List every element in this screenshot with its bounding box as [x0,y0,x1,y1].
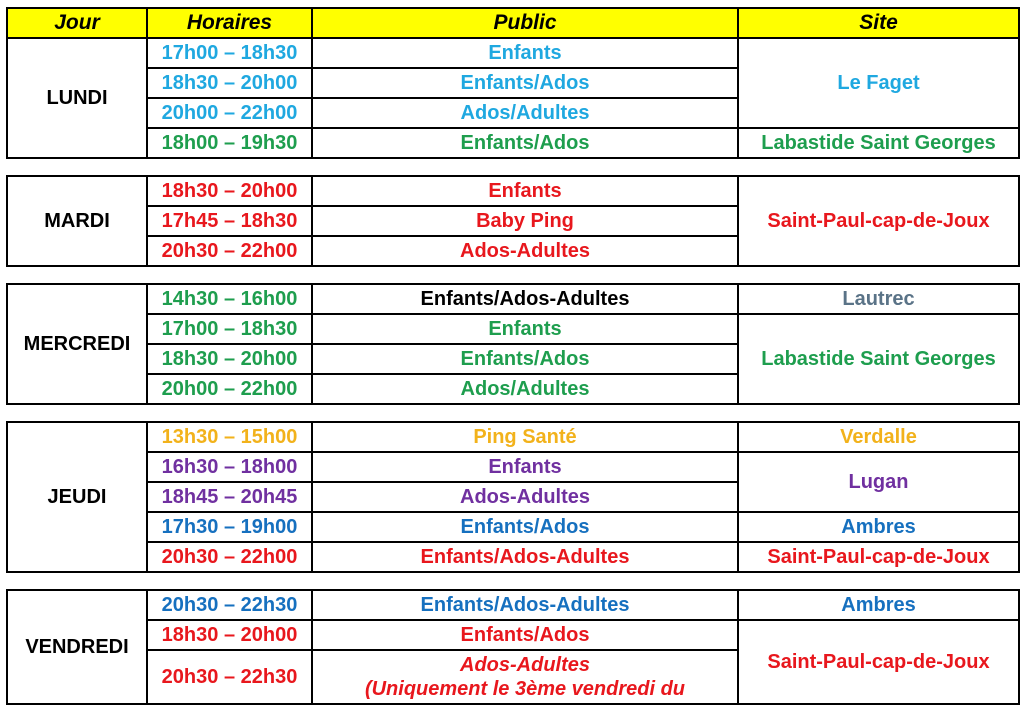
header-row [7,8,1019,38]
site-cell: Lautrec [738,284,1019,314]
table-row [7,512,1019,542]
public-cell: Ping Santé [312,422,738,452]
public-cell: Ados-Adultes [312,482,738,512]
table-row [7,590,1019,620]
site-cell: Lugan [738,452,1019,512]
day-label: MERCREDI [7,284,147,404]
public-cell: Enfants/Ados-Adultes [312,590,738,620]
site-cell: Saint-Paul-cap-de-Joux [738,176,1019,266]
table-row [7,620,1019,650]
public-cell: Enfants/Ados [312,620,738,650]
time-cell: 20h30 – 22h00 [147,542,312,572]
table-row [7,38,1019,68]
public-cell: Enfants/Ados [312,128,738,158]
time-cell: 20h00 – 22h00 [147,374,312,404]
public-cell: Enfants/Ados [312,68,738,98]
public-cell: Enfants/Ados-Adultes [312,284,738,314]
schedule-table-mardi [6,175,1020,267]
day-label: LUNDI [7,38,147,158]
public-cell: Ados/Adultes [312,374,738,404]
time-cell: 20h30 – 22h00 [147,236,312,266]
table-row [7,284,1019,314]
time-cell: 20h30 – 22h30 [147,590,312,620]
public-cell [312,650,738,704]
site-cell: Saint-Paul-cap-de-Joux [738,620,1019,704]
time-cell: 17h00 – 18h30 [147,314,312,344]
time-cell: 17h45 – 18h30 [147,206,312,236]
public-cell: Enfants [312,314,738,344]
schedule-table-lundi [6,7,1020,159]
header-horaires: Horaires [147,8,312,38]
public-cell: Ados-Adultes [312,236,738,266]
public-cell: Ados/Adultes [312,98,738,128]
table-row [7,542,1019,572]
public-cell: Enfants [312,176,738,206]
time-cell: 16h30 – 18h00 [147,452,312,482]
table-row [7,128,1019,158]
schedule-table-vendredi [6,589,1020,705]
table-row [7,422,1019,452]
header-jour: Jour [7,8,147,38]
site-cell: Labastide Saint Georges [738,314,1019,404]
day-label: MARDI [7,176,147,266]
public-cell: Enfants/Ados-Adultes [312,542,738,572]
site-cell: Ambres [738,512,1019,542]
public-cell: Baby Ping [312,206,738,236]
time-cell: 18h30 – 20h00 [147,620,312,650]
time-cell: 18h30 – 20h00 [147,344,312,374]
schedule-table-jeudi [6,421,1020,573]
public-cell: Enfants [312,452,738,482]
time-cell: 18h45 – 20h45 [147,482,312,512]
table-row [7,314,1019,344]
public-cell: Enfants [312,38,738,68]
time-cell: 17h00 – 18h30 [147,38,312,68]
public-label: Ados-Adultes [460,654,590,676]
site-cell: Labastide Saint Georges [738,128,1019,158]
header-public: Public [312,8,738,38]
schedule-table-mercredi [6,283,1020,405]
site-cell: Verdalle [738,422,1019,452]
day-label: JEUDI [7,422,147,572]
table-row [7,176,1019,206]
time-cell: 20h30 – 22h30 [147,650,312,704]
time-cell: 20h00 – 22h00 [147,98,312,128]
site-cell: Saint-Paul-cap-de-Joux [738,542,1019,572]
time-cell: 13h30 – 15h00 [147,422,312,452]
public-note: (Uniquement le 3ème vendredi du [364,678,686,700]
time-cell: 18h00 – 19h30 [147,128,312,158]
time-cell: 17h30 – 19h00 [147,512,312,542]
public-cell: Enfants/Ados [312,512,738,542]
time-cell: 14h30 – 16h00 [147,284,312,314]
site-cell: Le Faget [738,38,1019,128]
time-cell: 18h30 – 20h00 [147,176,312,206]
day-label: VENDREDI [7,590,147,704]
public-cell: Enfants/Ados [312,344,738,374]
time-cell: 18h30 – 20h00 [147,68,312,98]
site-cell: Ambres [738,590,1019,620]
table-row [7,452,1019,482]
header-site: Site [738,8,1019,38]
